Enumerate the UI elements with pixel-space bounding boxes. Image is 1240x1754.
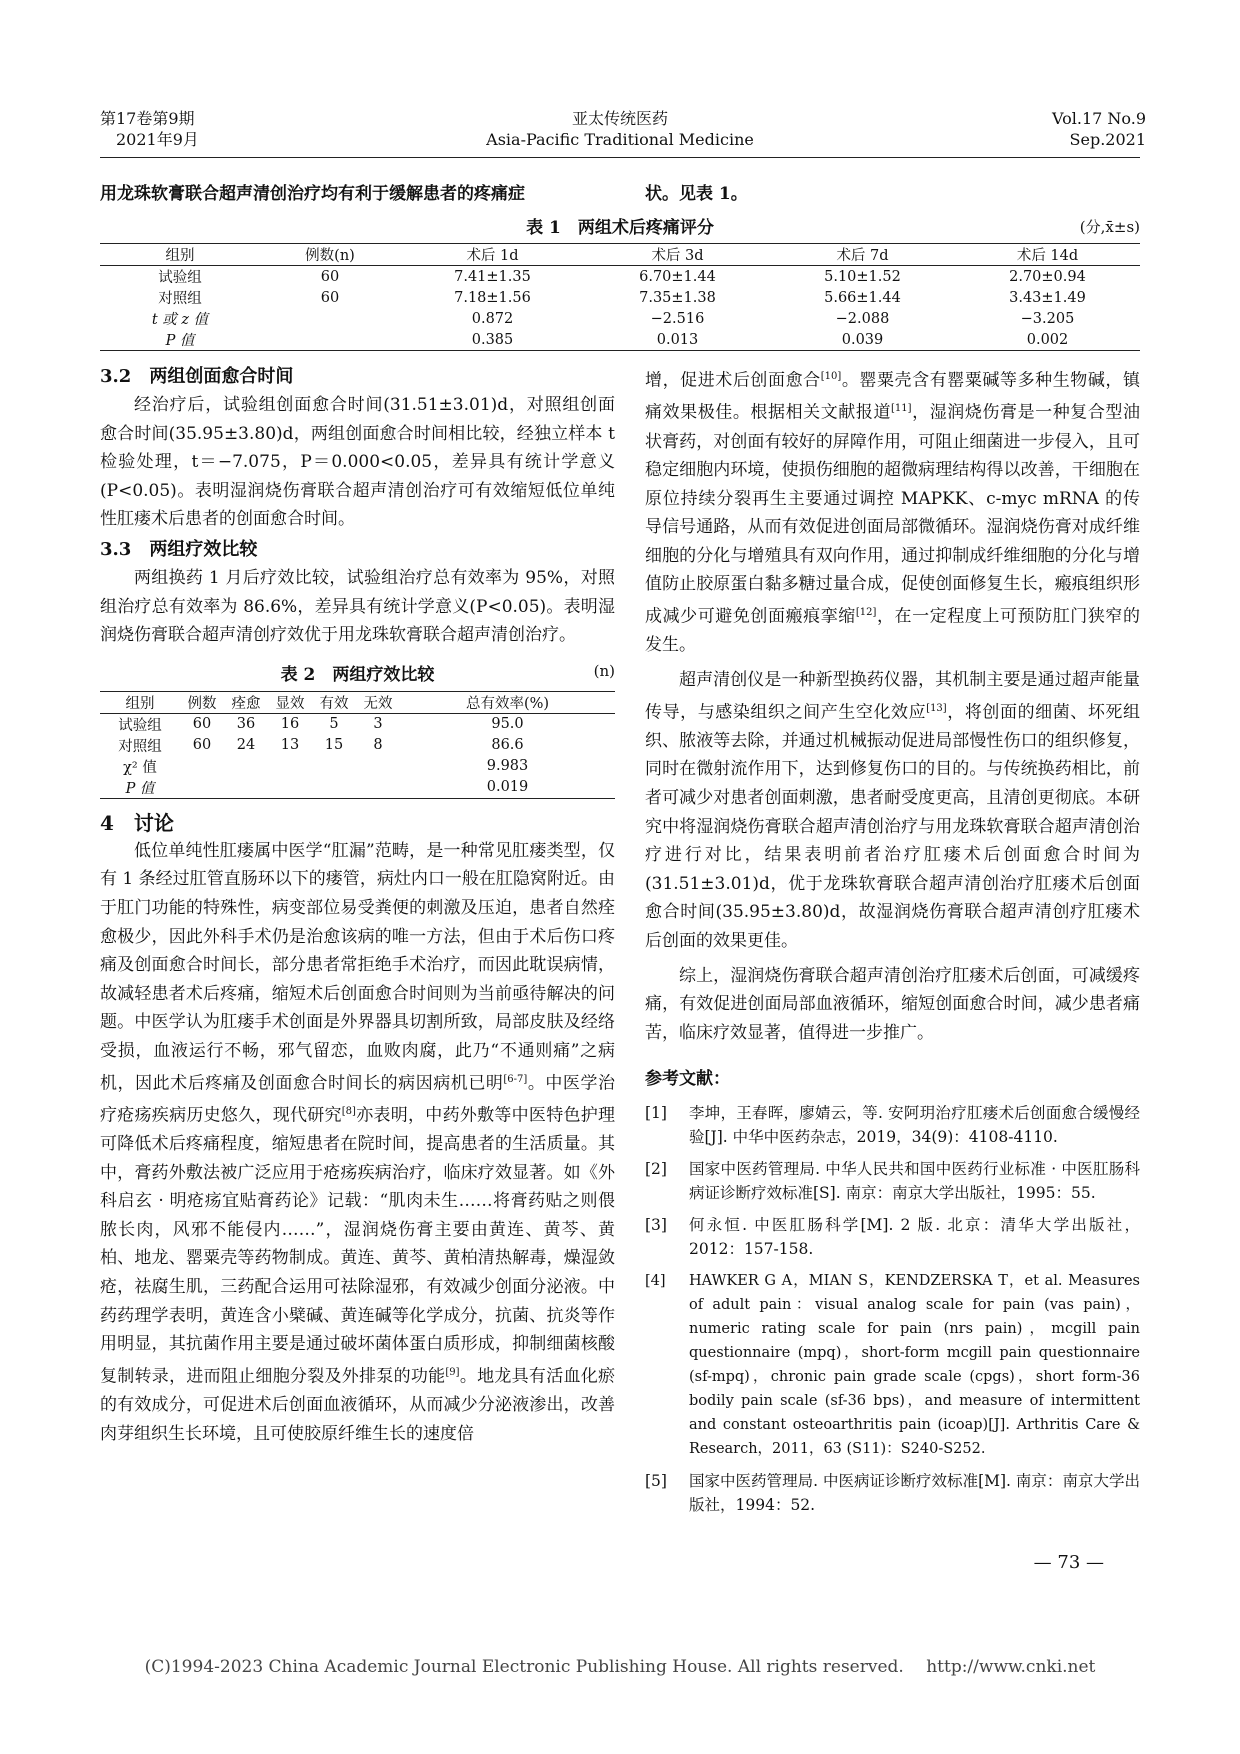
table2-caption: 表 2 两组疗效比较 <box>280 664 435 685</box>
section-4-para-2-text-c: 。地龙具有活血化瘀的有效成分，可促进术后创面血液循环，从而减少分泌液渗出，改善肉芽组织生长环境，且可使胶原纤维生长的速度倍 <box>100 1366 616 1444</box>
table2-col-ineffective: 无效 <box>356 691 400 713</box>
table2-cell <box>180 777 224 799</box>
table-row <box>100 308 1140 329</box>
table-row <box>100 266 1140 288</box>
header-date-cn: 2021年9月 <box>116 130 199 149</box>
table1-col-7d: 术后 7d <box>770 244 955 266</box>
table2-cell <box>356 777 400 799</box>
copyright-footer: (C)1994-2023 China Academic Journal Electronic Publishing House. All rights reserved. http://www.cnki.net <box>144 1657 1096 1677</box>
intro-left: 用龙珠软膏联合超声清创治疗均有利于缓解患者的疼痛症 <box>100 184 525 204</box>
right-para-3: 综上，湿润烧伤膏联合超声清创治疗肛瘘术后创面，可减缓疼痛，有效促进创面局部血液循环，缩短创面愈合时间，减少患者痛苦，临床疗效显著，值得进一步推广。 <box>645 965 1140 1043</box>
reference-text: 李坤，王春晖，廖婧云，等. 安阿玥治疗肛瘘术后创面愈合缓慢经验[J]. 中华中医药杂志，2019，34(9)：4108-4110. <box>689 1104 1140 1147</box>
right-para-1-c: ，湿润烧伤膏是一种复合型油状膏药，对创面有较好的屏障作用，可阻止细菌进一步侵入，且可稳定细胞内环境，使损伤细胞的超微病理结构得以改善，干细胞在原位持续分裂再生主要通过调控 MAPKK、c-myc mRNA 的传导信号通路，从而有效促进创面局部微循环。湿润烧伤膏对成纤维细胞的分化与增殖具有双向作用，通过抑制成纤维细胞的分化与增值防止胶原蛋白黏多糖过量合成，促使创面修复生长，瘢痕组织形成减少可避免创面瘢痕挛缩 <box>645 402 1141 627</box>
reference-item <box>645 1157 1140 1205</box>
table2-cell: 8 <box>373 737 383 754</box>
right-column <box>645 363 1140 1525</box>
table2-cell <box>312 777 356 799</box>
reference-item <box>645 1269 1140 1461</box>
journal-title-cn: 亚太传统医药 <box>571 109 668 128</box>
table2-cell: 95.0 <box>491 716 524 733</box>
citation: [12] <box>855 607 877 619</box>
section-4-para-1: 低位单纯性肛瘘属中医学“肛漏”范畴，是一种常见肛瘘类型，仅有 1 条经过肛管直肠环以下的瘘管，病灶内口一般在肛隐窝附近。由于肛门功能的特殊性，病变部位易受粪便的刺激及压迫，患者自然痊愈极少，因此外科手术仍是治愈该病的唯一方法，但由于术后伤口疼痛及创面愈合时间长，部分患者常拒绝手术治疗，而因此耽误病情，故减轻患者术后疼痛，缩短术后创面愈合时间则为当前亟待解决的问题。中医学认为肛瘘手术创面是外界器具切割所致，局部皮肤及经络受损，血液运行不畅，邪气留恋，血败肉腐，此乃“不通则痛”之病机，因此术后疼痛及创面愈合时间长的病因病机已明[6-7]。中医学治疗疮疡疾病历史悠久，现代研究[8]亦表明，中药外敷等中医特色护理可降低术后疼痛程度，缩短患者在院时间，提高患者的生活质量。其中，膏药外敷法被广泛应用于疮疡疾病治疗，临床疗效显著。如《外科启玄 · 明疮疡宜贴膏药论》记载：“肌肉未生……将膏药贴之则偎脓长肉，风邪不能侵内……”，湿润烧伤膏主要由黄连、黄芩、黄柏、地龙、罂粟壳等药物制成。黄连、黄芩、黄柏清热解毒，燥湿敛疮，祛腐生肌，三药配合运用可祛除湿邪，有效减少创面分泌液。中药药理学表明，黄连含小檗碱、黄连碱等化学成分，抗菌、抗炎等作用明显，其抗菌作用主要是通过破坏菌体蛋白质形成，抑制细菌核酸复制转录，进而阻止细胞分裂及外排泵的功能[9]。地龙具有活血化瘀的有效成分，可促进术后创面血液循环，从而减少分泌液渗出，改善肉芽组织生长环境，且可使胶原纤维生长的速度倍 <box>100 840 616 1444</box>
table1-cell: 5.10±1.52 <box>824 268 901 285</box>
header-vol-cn: 第17卷第9期 <box>100 109 195 128</box>
table-row <box>100 287 1140 308</box>
table1-col-14d: 术后 14d <box>955 244 1140 266</box>
header-volume <box>100 108 199 150</box>
table1-cell: t 或 z 值 <box>151 312 209 328</box>
table1-cell: −2.088 <box>835 310 890 327</box>
citation: [13] <box>926 702 947 714</box>
section-4-para-1-text: 低位单纯性肛瘘属中医学“肛漏”范畴，是一种常见肛瘘类型，仅有 1 条经过肛管直肠环以下的瘘管，病灶内口一般在肛隐窝附近。由于肛门功能的特殊性，病变部位易受粪便的刺激及压迫，患者自然痊愈极少，因此外科手术仍是治愈该病的唯一方法，但由于术后伤口疼痛及创面愈合时间长，部分患者常拒绝手术治疗，而因此耽误病情，故减轻患者术后疼痛，缩短术后创面愈合时间则为当前亟待解决的问题。中医学认为肛瘘手术创面是外界器具切割所致，局部皮肤及经络受损，血液运行不畅，邪气留恋，血败肉腐，此乃“不通则痛”之病机，因此术后疼痛及创面愈合时间长的病因病机已明 <box>100 840 615 1094</box>
table1-cell: 0.002 <box>1026 331 1069 348</box>
table2-cell <box>356 756 400 777</box>
table1-cell: 6.70±1.44 <box>639 268 716 285</box>
reference-number: [4] <box>645 1273 666 1290</box>
table1-cell: 7.18±1.56 <box>454 289 531 306</box>
section-3-3-text: 两组换药 1 月后疗效比较，试验组治疗总有效率为 95%，对照组治疗总有效率为 86.6%，差异具有统计学意义(P<0.05)。表明湿润烧伤膏联合超声清创疗效优于用龙珠软膏联合超声清创治疗。 <box>100 567 615 646</box>
reference-number: [3] <box>645 1216 667 1235</box>
table1-header-row <box>100 244 1140 266</box>
citation: [11] <box>891 403 912 415</box>
table1-cell: 0.039 <box>841 331 884 348</box>
table1-col-1d: 术后 1d <box>400 244 585 266</box>
table1-cell: 7.41±1.35 <box>454 268 531 285</box>
citation: [9] <box>445 1366 460 1378</box>
section-3-2-text: 经治疗后，试验组创面愈合时间(31.51±3.01)d，对照组创面愈合时间(35.95±3.80)d，两组创面愈合时间相比较，经独立样本 t 检验处理，t＝−7.075，P＝0.000<0.05，差异具有统计学意义(P<0.05)。表明湿润烧伤膏联合超声清创治疗可有效缩短低位单纯性肛瘘术后患者的创面愈合时间。 <box>100 395 615 530</box>
table2-col-effective: 有效 <box>312 691 356 713</box>
table1-cell: 0.385 <box>471 331 514 348</box>
table1-cell: 7.35±1.38 <box>639 289 716 306</box>
reference-text: 国家中医药管理局. 中华人民共和国中医药行业标准 · 中医肛肠科病证诊断疗效标准[S]. 南京：南京大学出版社，1995：55. <box>689 1160 1140 1203</box>
section-4-title: 4 讨论 <box>100 810 174 835</box>
table1-cell: P 值 <box>165 333 195 349</box>
right-para-1-d: ，在一定程度上可预防肛门狭窄的发生。 <box>645 606 1140 656</box>
table2-col-cured: 痊愈 <box>224 691 268 713</box>
table2-cell: 5 <box>329 716 339 733</box>
table2-cell: 24 <box>236 737 256 754</box>
header-journal <box>420 108 820 150</box>
header-vol-en: Vol.17 No.9 <box>1052 109 1146 128</box>
table2-cell <box>268 756 312 777</box>
table-row <box>100 329 1140 351</box>
table2-col-n: 例数 <box>180 691 224 713</box>
table1-col-n: 例数(n) <box>260 244 400 266</box>
reference-item <box>645 1101 1140 1149</box>
reference-number: [2] <box>645 1160 667 1179</box>
journal-title-en: Asia-Pacific Traditional Medicine <box>486 130 754 149</box>
left-column <box>100 363 615 1448</box>
header-issue <box>1052 108 1146 150</box>
table2-cell <box>268 777 312 799</box>
right-para-1 <box>645 363 1140 660</box>
table2-cell: 15 <box>324 737 344 754</box>
reference-text: 何永恒. 中医肛肠科学[M]. 2 版. 北京：清华大学出版社，2012：157-158. <box>689 1216 1140 1259</box>
table-row <box>100 713 615 735</box>
header-rule <box>100 157 1140 158</box>
reference-item <box>645 1213 1140 1261</box>
table1-cell: 5.66±1.44 <box>824 289 901 306</box>
table1-cell: 3.43±1.49 <box>1009 289 1086 306</box>
table2-cell: 86.6 <box>491 737 524 754</box>
table2-cell <box>312 756 356 777</box>
right-para-2-a: 超声清创仪是一种新型换药仪器，其机制主要是通过超声能量传导，与感染组织之间产生空化效应 <box>645 669 1140 723</box>
citation: [10] <box>820 371 842 382</box>
table-row <box>100 756 615 777</box>
table2-unit: (n) <box>593 661 615 680</box>
table2-cell: 13 <box>280 737 300 754</box>
table2-caption-row <box>100 660 615 685</box>
reference-list <box>645 1101 1140 1517</box>
table1-cell <box>260 329 400 351</box>
table2-col-total: 总有效率(%) <box>400 691 615 713</box>
right-para-1-a: 增，促进术后创面愈合 <box>645 370 821 391</box>
citation: [6-7] <box>503 1073 528 1085</box>
reference-number: [5] <box>645 1472 667 1491</box>
table1-cell: 试验组 <box>158 270 202 286</box>
table1-cell: 对照组 <box>158 291 202 307</box>
table1-cell: −2.516 <box>650 310 705 327</box>
table2-cell <box>180 756 224 777</box>
reference-text: 国家中医药管理局. 中医病证诊断疗效标准[M]. 南京：南京大学出版社，1994：52. <box>689 1472 1140 1515</box>
table1-cell: 60 <box>320 289 340 306</box>
intro-right: 状。见表 1。 <box>645 184 748 204</box>
table-row <box>100 777 615 799</box>
table1-caption: 表 1 两组术后疼痛评分 <box>526 218 714 238</box>
table1-cell: 0.872 <box>471 310 514 327</box>
table2-cell: χ² 值 <box>123 759 157 776</box>
table2-cell: 9.983 <box>486 758 529 775</box>
table2 <box>100 691 615 799</box>
references-title: 参考文献： <box>645 1069 730 1090</box>
table2-cell: P 值 <box>125 780 155 797</box>
table1-cell: 0.013 <box>656 331 699 348</box>
citation: [8] <box>341 1105 356 1117</box>
table2-cell: 60 <box>192 737 212 754</box>
right-para-2-b: ，将创面的细菌、坏死组织、脓液等去除，并通过机械振动促进局部慢性伤口的组织修复，同时在微射流作用下，达到修复伤口的目的。与传统换药相比，前者可减少对患者创面刺激，患者耐受度更高，且清创更彻底。本研究中将湿润烧伤膏联合超声清创治疗与用龙珠软膏联合超声清创治疗进行对比，结果表明前者治疗肛瘘术后创面愈合时间为(31.51±3.01)d，优于龙珠软膏联合超声清创治疗肛瘘术后创面愈合时间(35.95±3.80)d，故湿润烧伤膏联合超声清创疗肛瘘术后创面的效果更佳。 <box>645 702 1141 951</box>
table1-col-3d: 术后 3d <box>585 244 770 266</box>
table-row <box>100 735 615 756</box>
table2-cell <box>224 756 268 777</box>
table2-col-marked: 显效 <box>268 691 312 713</box>
section-3-2-title: 3.2 两组创面愈合时间 <box>100 366 294 387</box>
table2-cell <box>224 777 268 799</box>
reference-item <box>645 1469 1140 1517</box>
table2-cell: 0.019 <box>486 779 529 796</box>
table2-cell: 对照组 <box>118 738 162 755</box>
table1 <box>100 243 1140 351</box>
section-4-para-2-text-b: 亦表明，中药外敷等中医特色护理可降低术后疼痛程度，缩短患者在院时间，提高患者的生活质量。其中，膏药外敷法被广泛应用于疮疡疾病治疗，临床疗效显著。如《外科启玄 · 明疮疡宜贴膏药论》记载：“肌肉未生……将膏药贴之则偎脓长肉，风邪不能侵内……”，湿润烧伤膏主要由黄连、黄芩、黄柏、地龙、罂粟壳等药物制成。黄连、黄芩、黄柏清热解毒，燥湿敛疮，祛腐生肌，三药配合运用可祛除湿邪，有效减少创面分泌液。中药药理学表明，黄连含小檗碱、黄连碱等化学成分，抗菌、抗炎等作用明显，其抗菌作用主要是通过破坏菌体蛋白质形成，抑制细菌核酸复制转录，进而阻止细胞分裂及外排泵的功能 <box>100 1105 616 1387</box>
right-para-2 <box>645 666 1140 956</box>
table2-header-row <box>100 691 615 713</box>
section-3-3-title: 3.3 两组疗效比较 <box>100 538 258 560</box>
table2-cell: 试验组 <box>118 717 162 734</box>
table2-cell: 60 <box>192 716 212 733</box>
table1-cell: 2.70±0.94 <box>1009 268 1086 285</box>
right-para-1-b: 。罂粟壳含有罂粟碱等多种生物碱，镇痛效果极佳。根据相关文献报道 <box>645 370 1141 423</box>
header-date-en: Sep.2021 <box>1069 130 1146 149</box>
table1-cell: 60 <box>320 268 340 285</box>
table2-cell: 36 <box>236 716 256 733</box>
table2-cell: 16 <box>280 716 300 733</box>
reference-number: [1] <box>645 1104 667 1123</box>
page-number: — 73 — <box>1033 1552 1104 1573</box>
table1-col-group: 组别 <box>100 244 260 266</box>
table2-col-group: 组别 <box>100 691 180 713</box>
table1-cell: −3.205 <box>1020 310 1075 327</box>
table2-cell: 3 <box>373 716 383 733</box>
table1-unit: (分,x̄±s) <box>1079 218 1140 236</box>
section-4-para-2-text-a: 中医学治疗疮疡疾病历史悠久，现代研究 <box>100 1073 616 1126</box>
table1-cell <box>260 308 400 329</box>
reference-text: HAWKER G A，MIAN S，KENDZERSKA T，et al. Measures of adult pain：visual analog scale for pain (vas pain)，numeric rating scale for pain (nrs pain)，mcgill pain questionnaire (mpq)，short-form mcgill pain questionnaire (sf-mpq)，chronic pain grade scale (cpgs)，short form-36 bodily pain scale (sf-36 bps)，and measure of intermittent and constant osteoarthritis pain (icoap)[J]. Arthritis Care & Research，2011，63 (S11)：S240-S252. <box>689 1273 1140 1458</box>
